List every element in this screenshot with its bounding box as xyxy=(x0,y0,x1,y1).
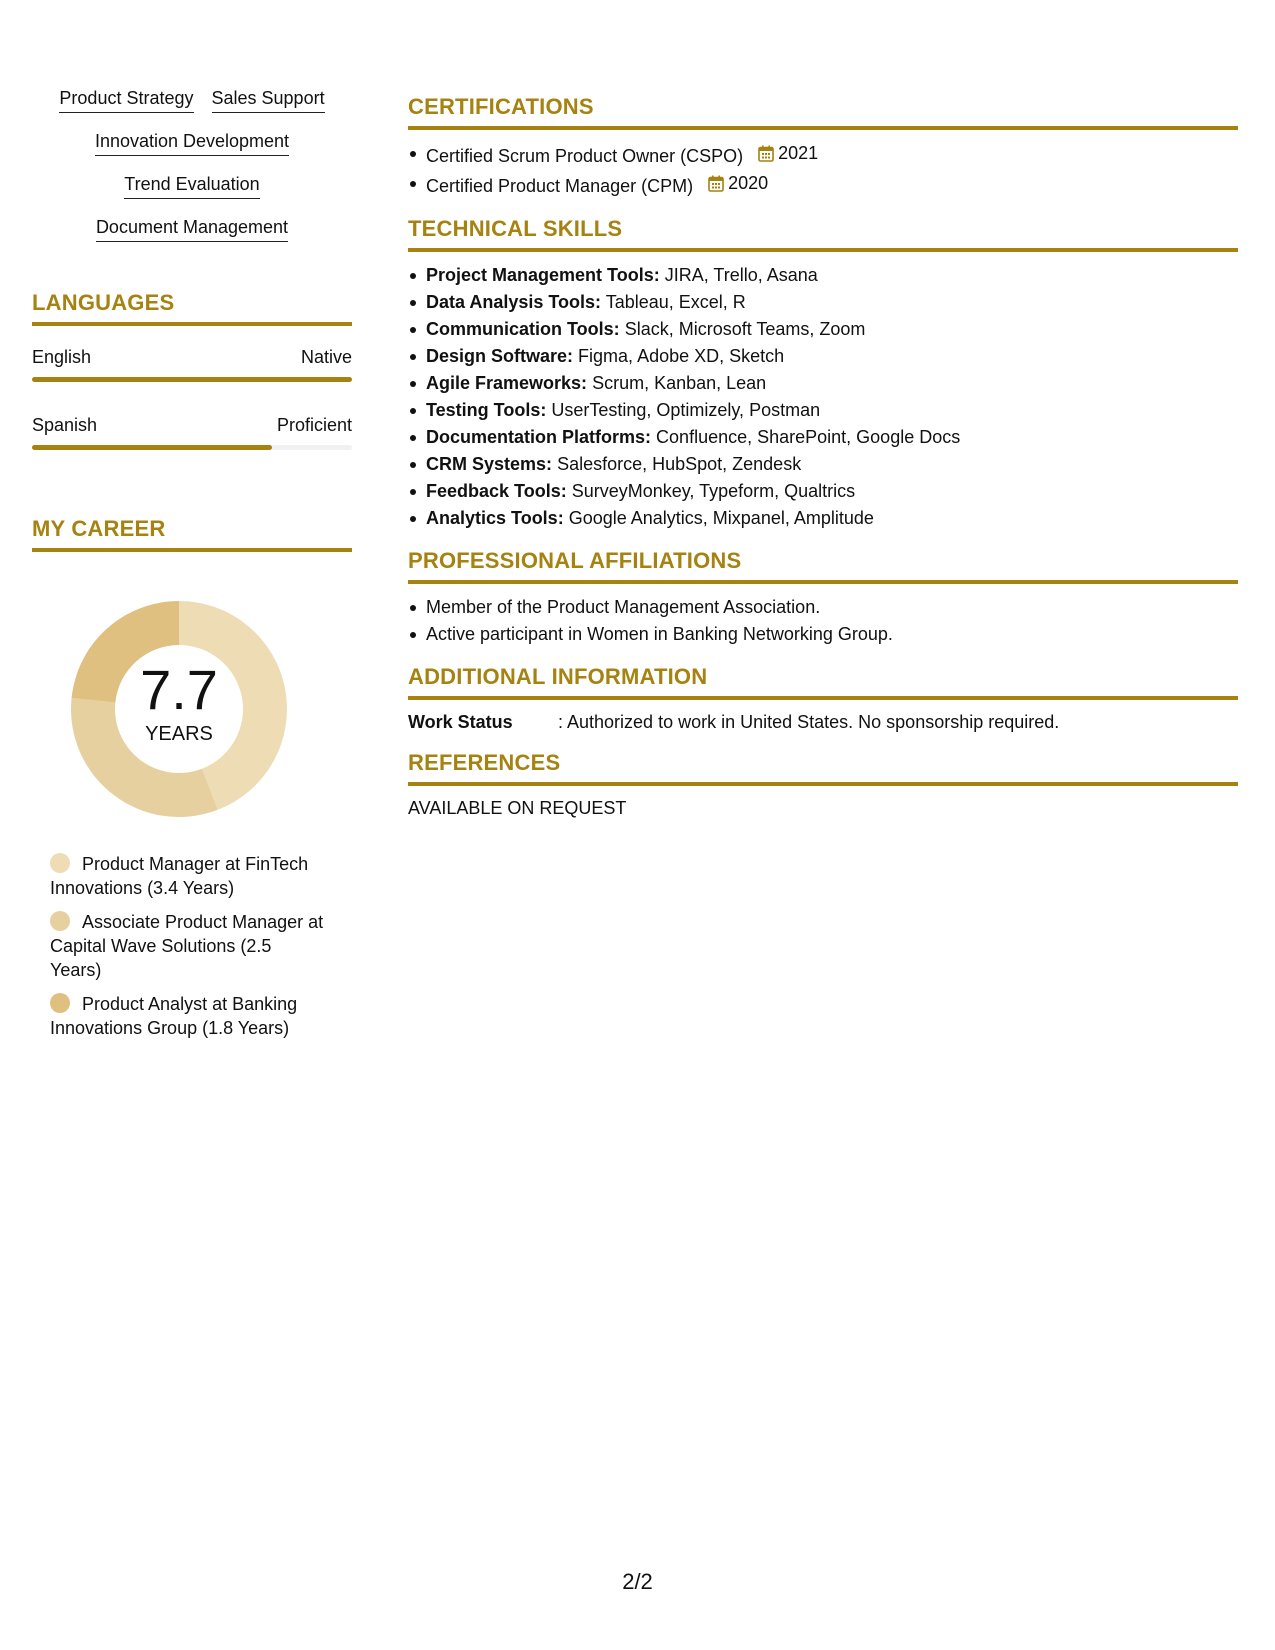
skill-category: Agile Frameworks: xyxy=(426,373,588,393)
technical-skill-item xyxy=(426,424,1238,451)
skill-values: Tableau, Excel, R xyxy=(605,292,746,312)
work-status-row xyxy=(408,710,1238,734)
skill-tag: Trend Evaluation xyxy=(124,172,259,199)
skill-category: CRM Systems: xyxy=(426,454,553,474)
calendar-icon xyxy=(758,145,774,162)
skill-category: Documentation Platforms: xyxy=(426,427,652,447)
career-role-label: Associate Product Manager at Capital Wave Solutions (2.5 Years) xyxy=(50,912,324,980)
language-bar-fill xyxy=(32,377,352,382)
career-title: MY CAREER xyxy=(32,516,352,552)
career-role-label: Product Analyst at Banking Innovations Group (1.8 Years) xyxy=(50,994,298,1038)
language-row xyxy=(32,414,352,450)
skill-values: JIRA, Trello, Asana xyxy=(664,265,818,285)
technical-skill-item xyxy=(426,397,1238,424)
skill-values: Slack, Microsoft Teams, Zoom xyxy=(624,319,866,339)
languages-title: LANGUAGES xyxy=(32,290,352,326)
technical-skill-item xyxy=(426,505,1238,532)
legend-dot xyxy=(50,993,70,1013)
skill-values: Confluence, SharePoint, Google Docs xyxy=(656,427,961,447)
work-status-label: Work Status xyxy=(408,712,513,732)
languages-section xyxy=(32,290,352,450)
skill-values: Google Analytics, Mixpanel, Amplitude xyxy=(568,508,874,528)
references-text: AVAILABLE ON REQUEST xyxy=(408,798,627,818)
skill-values: Salesforce, HubSpot, Zendesk xyxy=(557,454,802,474)
technical-skill-item xyxy=(426,289,1238,316)
left-column xyxy=(32,86,352,1050)
certifications-section xyxy=(408,94,1238,200)
skill-tag: Sales Support xyxy=(212,86,325,113)
skill-values: Scrum, Kanban, Lean xyxy=(592,373,767,393)
page-number: 2/2 xyxy=(622,1569,653,1594)
skill-category: Communication Tools: xyxy=(426,319,620,339)
career-legend xyxy=(50,852,325,1040)
calendar-icon xyxy=(708,175,724,192)
additional-info-section xyxy=(408,664,1238,734)
skill-category: Analytics Tools: xyxy=(426,508,564,528)
references-section xyxy=(408,750,1238,820)
technical-skill-item xyxy=(426,262,1238,289)
career-legend-item xyxy=(50,910,325,982)
skill-values: Figma, Adobe XD, Sketch xyxy=(578,346,785,366)
technical-skill-item xyxy=(426,316,1238,343)
skill-tag: Product Strategy xyxy=(59,86,193,113)
career-legend-item xyxy=(50,992,325,1040)
references-title: REFERENCES xyxy=(408,750,1238,786)
technical-skills-title: TECHNICAL SKILLS xyxy=(408,216,1238,252)
right-column xyxy=(408,94,1238,836)
career-donut xyxy=(64,594,294,824)
certification-name: Certified Scrum Product Owner (CSPO) xyxy=(426,146,744,166)
career-total-unit: YEARS xyxy=(145,723,213,745)
skill-category: Feedback Tools: xyxy=(426,481,567,501)
technical-skill-item xyxy=(426,370,1238,397)
technical-skill-item xyxy=(426,451,1238,478)
language-bar-fill xyxy=(32,445,272,450)
technical-skill-item xyxy=(426,478,1238,505)
skill-category: Data Analysis Tools: xyxy=(426,292,602,312)
skill-category: Project Management Tools: xyxy=(426,265,660,285)
certification-item xyxy=(426,170,1238,200)
language-name: English xyxy=(32,347,92,367)
language-level: Native xyxy=(300,347,352,367)
legend-dot xyxy=(50,853,70,873)
language-level: Proficient xyxy=(276,415,352,435)
skill-values: SurveyMonkey, Typeform, Qualtrics xyxy=(571,481,856,501)
certification-year: 2021 xyxy=(778,143,819,163)
skill-category: Testing Tools: xyxy=(426,400,547,420)
affiliations-section xyxy=(408,548,1238,648)
technical-skills-section xyxy=(408,216,1238,532)
career-section xyxy=(32,516,352,1040)
certification-item xyxy=(426,140,1238,170)
skill-tag: Innovation Development xyxy=(95,129,289,156)
legend-dot xyxy=(50,911,70,931)
technical-skill-item xyxy=(426,343,1238,370)
certification-name: Certified Product Manager (CPM) xyxy=(426,176,694,196)
language-name: Spanish xyxy=(32,415,98,435)
language-row xyxy=(32,346,352,382)
language-bar xyxy=(32,445,352,450)
affiliation-item: Active participant in Women in Banking Networking Group. xyxy=(426,621,1238,648)
certification-year: 2020 xyxy=(728,173,769,193)
career-role-label: Product Manager at FinTech Innovations (3.4 Years) xyxy=(50,854,309,898)
skill-tag: Document Management xyxy=(96,215,288,242)
language-bar xyxy=(32,377,352,382)
career-legend-item xyxy=(50,852,325,900)
skill-values: UserTesting, Optimizely, Postman xyxy=(551,400,821,420)
skill-category: Design Software: xyxy=(426,346,574,366)
work-status-value: : Authorized to work in United States. No sponsorship required. xyxy=(558,712,1060,732)
affiliation-item: Member of the Product Management Association. xyxy=(426,594,1238,621)
certifications-title: CERTIFICATIONS xyxy=(408,94,1238,130)
additional-info-title: ADDITIONAL INFORMATION xyxy=(408,664,1238,700)
career-total-value: 7.7 xyxy=(140,658,218,721)
affiliations-title: PROFESSIONAL AFFILIATIONS xyxy=(408,548,1238,584)
skills-tags xyxy=(32,86,352,242)
